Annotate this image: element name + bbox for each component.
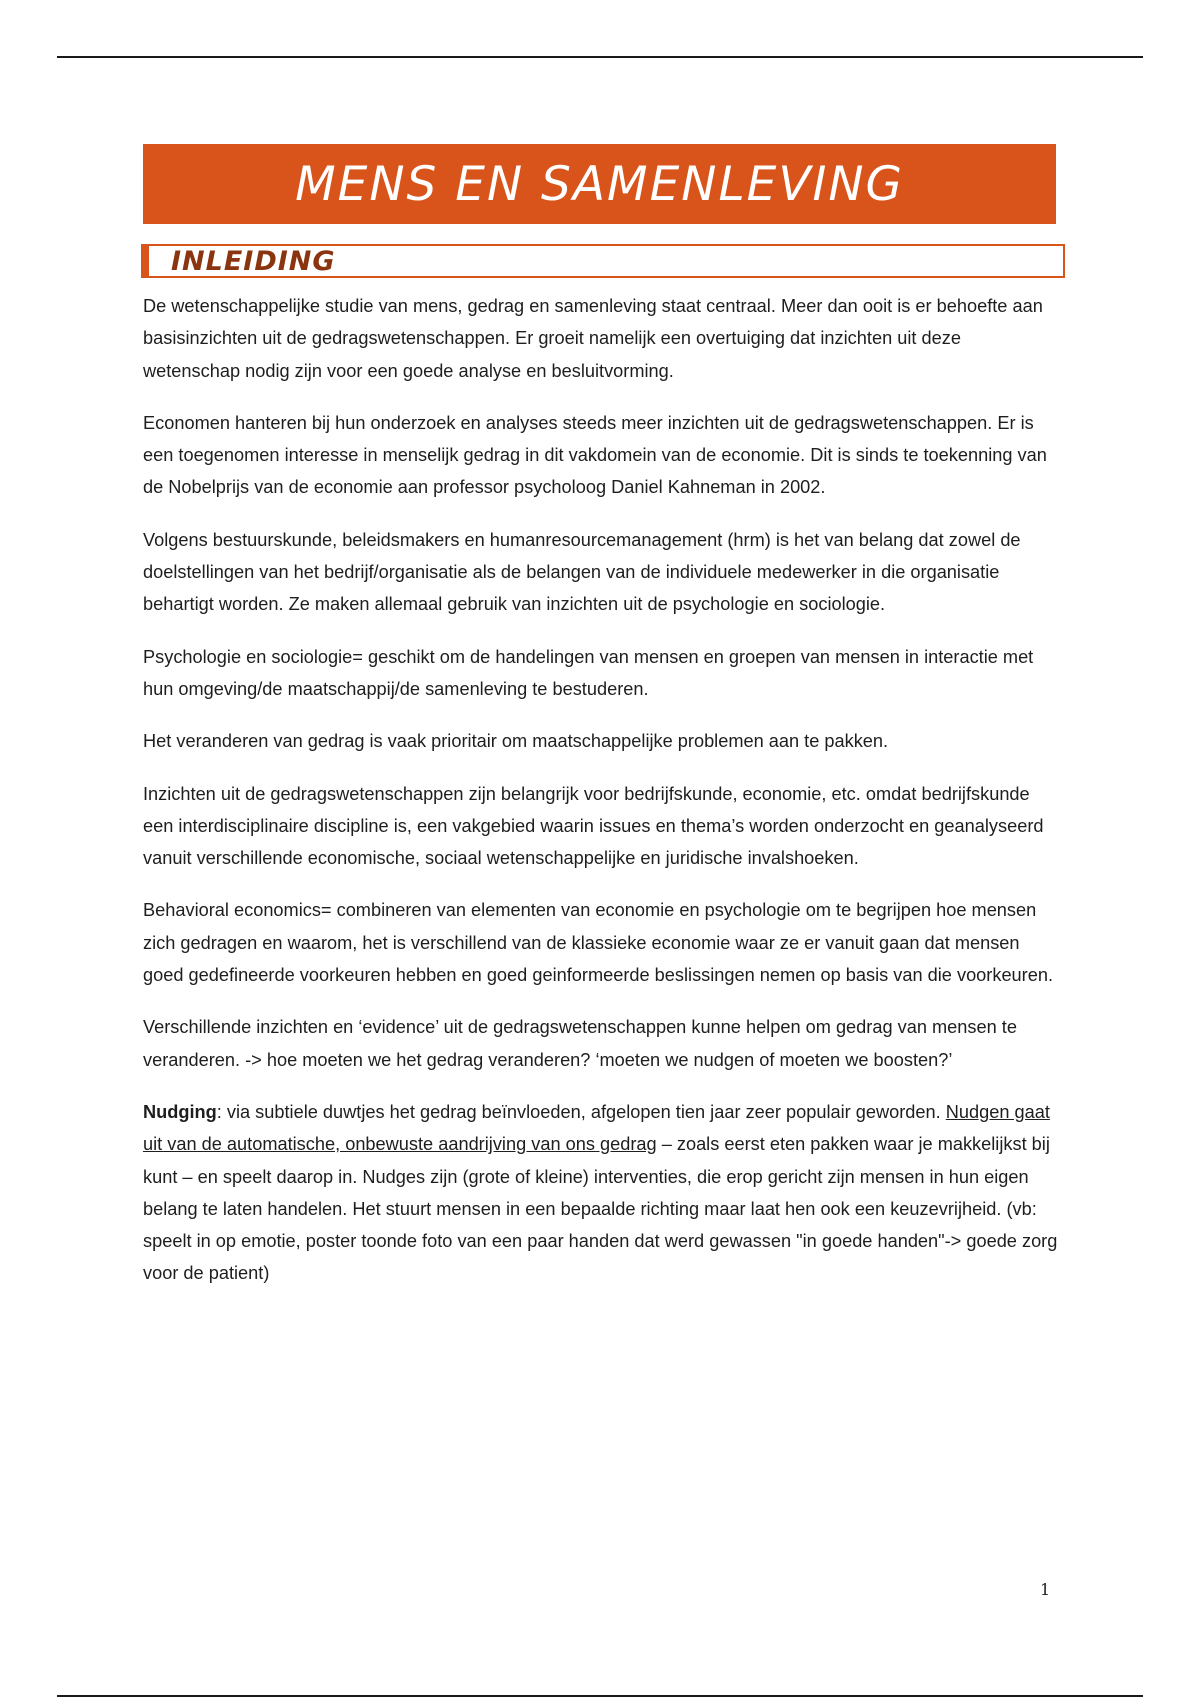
nudging-paragraph	[143, 1096, 1063, 1290]
nudging-underlined-text: Nudgen gaat uit van de automatische, onbewuste aandrijving van ons gedrag	[143, 1101, 1050, 1155]
header-rule	[57, 56, 1143, 58]
paragraph: Inzichten uit de gedragswetenschappen zijn belangrijk voor bedrijfskunde, economie, etc. omdat bedrijfskunde een interdisciplinaire discipline is, een vakgebied waarin issues en thema’s worden onderzocht en geanalyseerd vanuit verschillende economische, sociaal wetenschappelijke en juridische invalshoeken.	[143, 783, 1044, 869]
paragraph: Economen hanteren bij hun onderzoek en analyses steeds meer inzichten uit de gedragswetenschappen. Er is een toegenomen interesse in menselijk gedrag in dit vakdomein van de economie. Dit is sinds te toekenning van de Nobelprijs van de economie aan professor psycholoog Daniel Kahneman in 2002.	[143, 412, 1047, 498]
nudging-rest: – zoals eerst eten pakken waar je makkelijkst bij kunt – en speelt daarop in. Nudges zijn (grote of kleine) interventies, die erop gericht zijn mensen in hun eigen belang te laten handelen. Het stuurt mensen in een bepaalde richting maar laat hen ook een keuzevrijheid. (vb: speelt in op emotie, poster toonde foto van een paar handen dat werd gewassen "in goede handen"-> goede zorg voor de patient)	[143, 1134, 1058, 1284]
title-banner	[143, 144, 1056, 224]
document-body	[143, 290, 1063, 1310]
paragraph: Volgens bestuurskunde, beleidsmakers en humanresourcemanagement (hrm) is het van belang dat zowel de doelstellingen van het bedrijf/organisatie als de belangen van de individuele medewerker in die organisatie behartigt worden. Ze maken allemaal gebruik van inzichten uit de psychologie en sociologie.	[143, 529, 1021, 615]
nudging-term: Nudging	[143, 1101, 217, 1122]
section-heading: INLEIDING	[171, 245, 336, 277]
nudging-definition: : via subtiele duwtjes het gedrag beïnvloeden, afgelopen tien jaar zeer populair geworden.	[216, 1101, 946, 1122]
paragraph: Verschillende inzichten en ‘evidence’ uit de gedragswetenschappen kunne helpen om gedrag van mensen te veranderen. -> hoe moeten we het gedrag veranderen? ‘moeten we nudgen of moeten we boosten?’	[143, 1017, 1017, 1070]
paragraph: Behavioral economics= combineren van elementen van economie en psychologie om te begrijpen hoe mensen zich gedragen en waarom, het is verschillend van de klassieke economie waar ze er vanuit gaan dat mensen goed gedefineerde voorkeuren hebben en goed geinformeerde beslissingen nemen op basis van die voorkeuren.	[143, 900, 1054, 986]
document-title: MENS EN SAMENLEVING	[295, 156, 904, 212]
paragraph: Het veranderen van gedrag is vaak prioritair om maatschappelijke problemen aan te pakken.	[143, 731, 889, 752]
section-heading-box	[141, 244, 1065, 278]
page-number: 1	[1040, 1580, 1051, 1599]
footer-rule	[57, 1695, 1143, 1697]
paragraph: De wetenschappelijke studie van mens, gedrag en samenleving staat centraal. Meer dan ooit is er behoefte aan basisinzichten uit de gedragswetenschappen. Er groeit namelijk een overtuiging dat inzichten uit deze wetenschap nodig zijn voor een goede analyse en besluitvorming.	[143, 296, 1043, 381]
paragraph: Psychologie en sociologie= geschikt om de handelingen van mensen en groepen van mensen in interactie met hun omgeving/de maatschappij/de samenleving te bestuderen.	[143, 646, 1034, 699]
